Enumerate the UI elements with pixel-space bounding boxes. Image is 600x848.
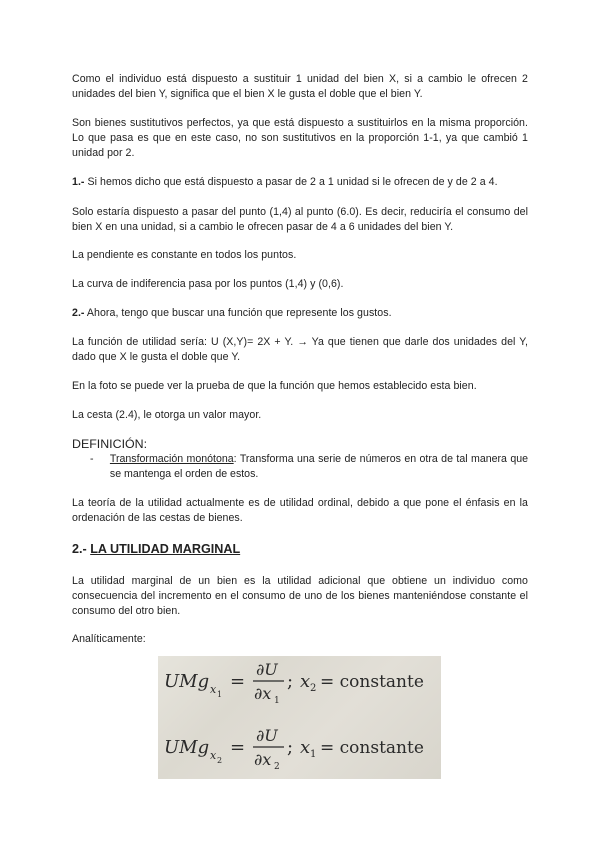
- svg-text:x: x: [210, 683, 217, 696]
- paragraph-7: 2.- Ahora, tengo que buscar una función que represente los gustos.: [72, 307, 392, 319]
- item-number-1: 1.-: [72, 176, 85, 188]
- svg-text:2: 2: [217, 756, 223, 765]
- paragraph-8: La función de utilidad sería: U (X,Y)= 2X + Y. → Ya que tienen que darle dos unidades del Y, dado que X le gusta el doble que Y.: [72, 336, 528, 363]
- paragraph-6: La curva de indiferencia pasa por los puntos (1,4) y (0,6).: [72, 278, 344, 290]
- formula-2: [164, 726, 424, 772]
- definition-block: [72, 437, 528, 482]
- formula-1: [164, 660, 424, 706]
- paragraph-13: Analíticamente:: [72, 633, 146, 645]
- bullet-dash: -: [90, 453, 94, 465]
- svg-text:UMg: UMg: [164, 737, 210, 758]
- paragraph-5: La pendiente es constante en todos los puntos.: [72, 249, 297, 261]
- paragraph-12: La utilidad marginal de un bien es la utilidad adicional que obtiene un individuo como consecuencia del incremento en el consumo de uno de los bienes manteniéndose constante el consumo del otro bien.: [72, 575, 528, 617]
- paragraph-9: En la foto se puede ver la prueba de que la función que hemos establecido esta bien.: [72, 380, 477, 392]
- svg-text:∂U: ∂U: [256, 660, 278, 679]
- paragraph-4: Solo estaría dispuesto a pasar del punto (1,4) al punto (6.0). Es decir, reduciría el consumo del bien X en una unidad, si a cambio le ofrecen pasar de 4 a 6 unidades del bien Y.: [72, 206, 528, 233]
- svg-text:∂U: ∂U: [256, 726, 278, 745]
- svg-text:= constante: = constante: [320, 738, 424, 758]
- paragraph-11: La teoría de la utilidad actualmente es de utilidad ordinal, debido a que pone el énfasis en la ordenación de las cestas de bienes.: [72, 497, 528, 524]
- section-title: LA UTILIDAD MARGINAL: [90, 542, 241, 556]
- svg-text:2: 2: [310, 683, 317, 694]
- formula-image: [158, 656, 441, 779]
- item-number-2: 2.-: [72, 307, 85, 319]
- paragraph-1: Como el individuo está dispuesto a sustituir 1 unidad del bien X, si a cambio le ofrecen 2 unidades del bien Y, significa que el bien X le gusta el doble que el bien Y.: [72, 73, 528, 100]
- svg-text:2: 2: [274, 762, 280, 772]
- svg-text:1: 1: [274, 696, 280, 706]
- section-number: 2.-: [72, 542, 91, 556]
- paragraph-2: Son bienes sustitutivos perfectos, ya que está dispuesto a sustituirlos en la misma proporción. Lo que pasa es que en este caso, no son sustitutivos en la proporción 1-1, ya que cambió 1 unidad por 2.: [72, 117, 528, 159]
- paragraph-3: 1.- Si hemos dicho que está dispuesto a pasar de 2 a 1 unidad si le ofrecen de y de 2 a 4.: [72, 176, 498, 188]
- section-heading: [72, 542, 528, 557]
- definition-item: - Transformación monótona: Transforma una serie de números en otra de tal manera que se mantenga el orden de estos.: [72, 452, 528, 482]
- svg-text:x: x: [300, 737, 311, 758]
- svg-text:=: =: [230, 737, 246, 758]
- svg-text:x: x: [300, 671, 311, 692]
- svg-text:=: =: [230, 671, 246, 692]
- svg-text:= constante: = constante: [320, 672, 424, 692]
- paragraph-10: La cesta (2.4), le otorga un valor mayor.: [72, 409, 262, 421]
- svg-text:∂x: ∂x: [254, 684, 272, 703]
- svg-text:1: 1: [310, 749, 317, 760]
- svg-text:UMg: UMg: [164, 671, 210, 692]
- svg-text:x: x: [210, 749, 217, 762]
- svg-text:;: ;: [287, 737, 294, 758]
- svg-text:∂x: ∂x: [254, 750, 272, 769]
- definition-title: DEFINICIÓN:: [72, 437, 148, 451]
- formula-svg: [158, 656, 441, 779]
- definition-term: Transformación monótona: [109, 453, 234, 465]
- svg-text:;: ;: [287, 671, 294, 692]
- svg-text:1: 1: [217, 690, 223, 699]
